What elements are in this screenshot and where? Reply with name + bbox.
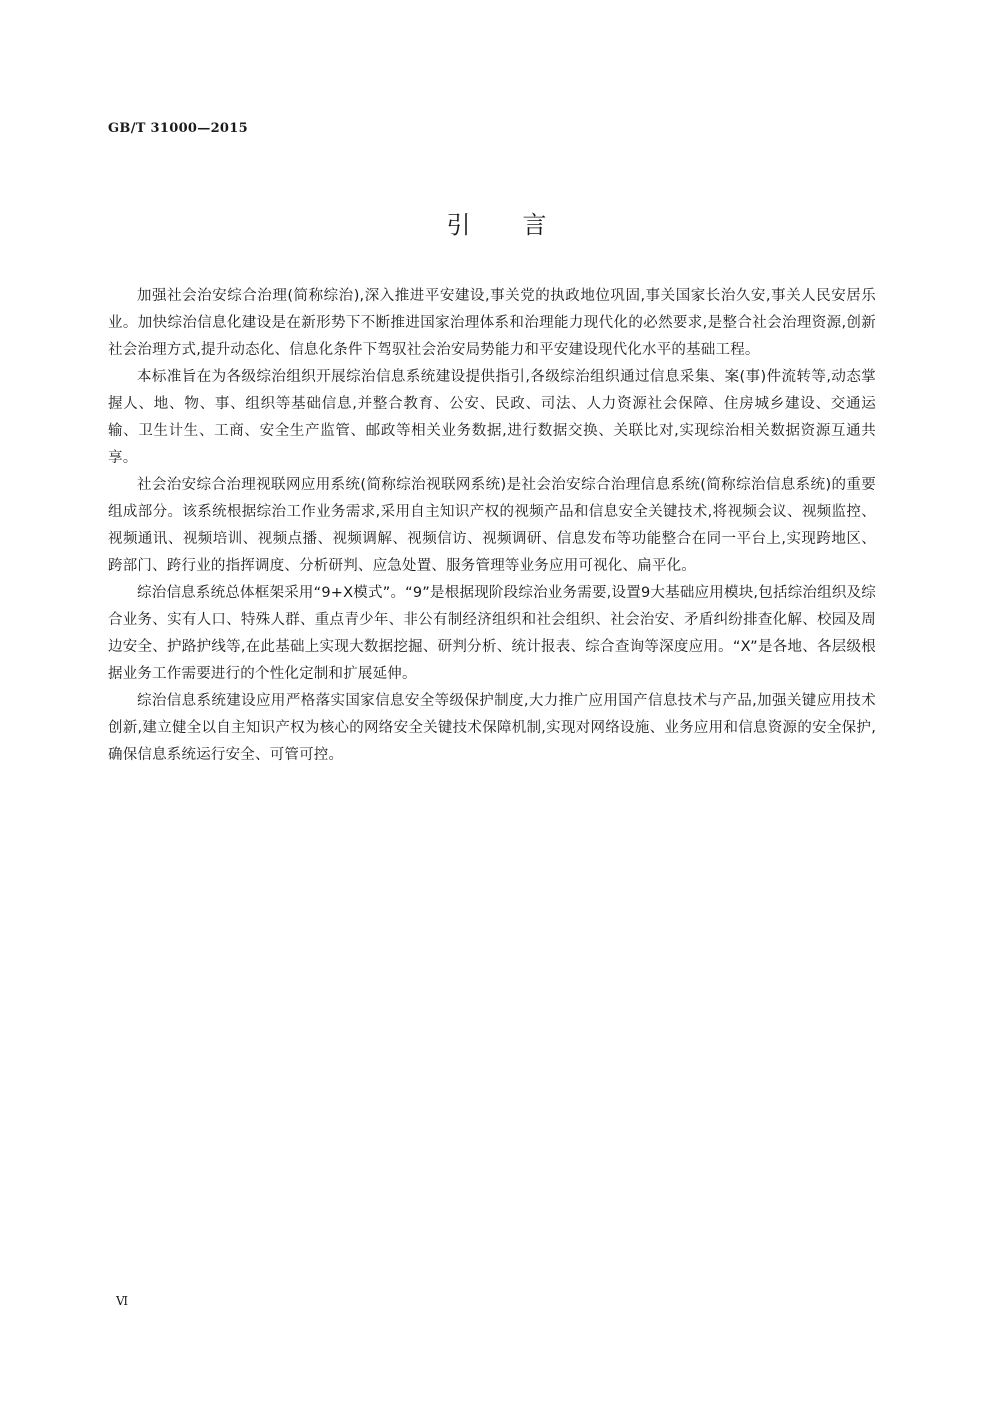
paragraph: 综治信息系统建设应用严格落实国家信息安全等级保护制度,大力推广应用国产信息技术与产品,加强关键应用技术创新,建立健全以自主知识产权为核心的网络安全关键技术保障机制,实现对网络设施、业务应用和信息资源的安全保护,确保信息系统运行安全、可管可控。 <box>108 693 876 763</box>
page-number: Ⅵ <box>116 1294 129 1308</box>
paragraph: 综治信息系统总体框架采用“9+X模式”。“9”是根据现阶段综治业务需要,设置9大基础应用模块,包括综治组织及综合业务、实有人口、特殊人群、重点青少年、非公有制经济组织和社会组织、社会治安、矛盾纠纷排查化解、校园及周边安全、护路护线等,在此基础上实现大数据挖掘、研判分析、统计报表、综合查询等深度应用。“X”是各地、各层级根据业务工作需要进行的个性化定制和扩展延伸。 <box>108 585 876 682</box>
document-body <box>108 283 876 769</box>
standard-number: GB/T 31000—2015 <box>108 121 248 136</box>
paragraph: 加强社会治安综合治理(简称综治),深入推进平安建设,事关党的执政地位巩固,事关国家长治久安,事关人民安居乐业。加快综治信息化建设是在新形势下不断推进国家治理体系和治理能力现代化的必然要求,是整合社会治理资源,创新社会治理方式,提升动态化、信息化条件下驾驭社会治安局势能力和平安建设现代化水平的基础工程。 <box>108 288 876 358</box>
page-title: 引言 <box>446 211 599 239</box>
paragraph: 社会治安综合治理视联网应用系统(简称综治视联网系统)是社会治安综合治理信息系统(简称综治信息系统)的重要组成部分。该系统根据综治工作业务需求,采用自主知识产权的视频产品和信息安全关键技术,将视频会议、视频监控、视频通讯、视频培训、视频点播、视频调解、视频信访、视频调研、信息发布等功能整合在同一平台上,实现跨地区、跨部门、跨行业的指挥调度、分析研判、应急处置、服务管理等业务应用可视化、扁平化。 <box>108 477 876 574</box>
paragraph: 本标准旨在为各级综治组织开展综治信息系统建设提供指引,各级综治组织通过信息采集、案(事)件流转等,动态掌握人、地、物、事、组织等基础信息,并整合教育、公安、民政、司法、人力资源社会保障、住房城乡建设、交通运输、卫生计生、工商、安全生产监管、邮政等相关业务数据,进行数据交换、关联比对,实现综治相关数据资源互通共享。 <box>108 369 876 466</box>
